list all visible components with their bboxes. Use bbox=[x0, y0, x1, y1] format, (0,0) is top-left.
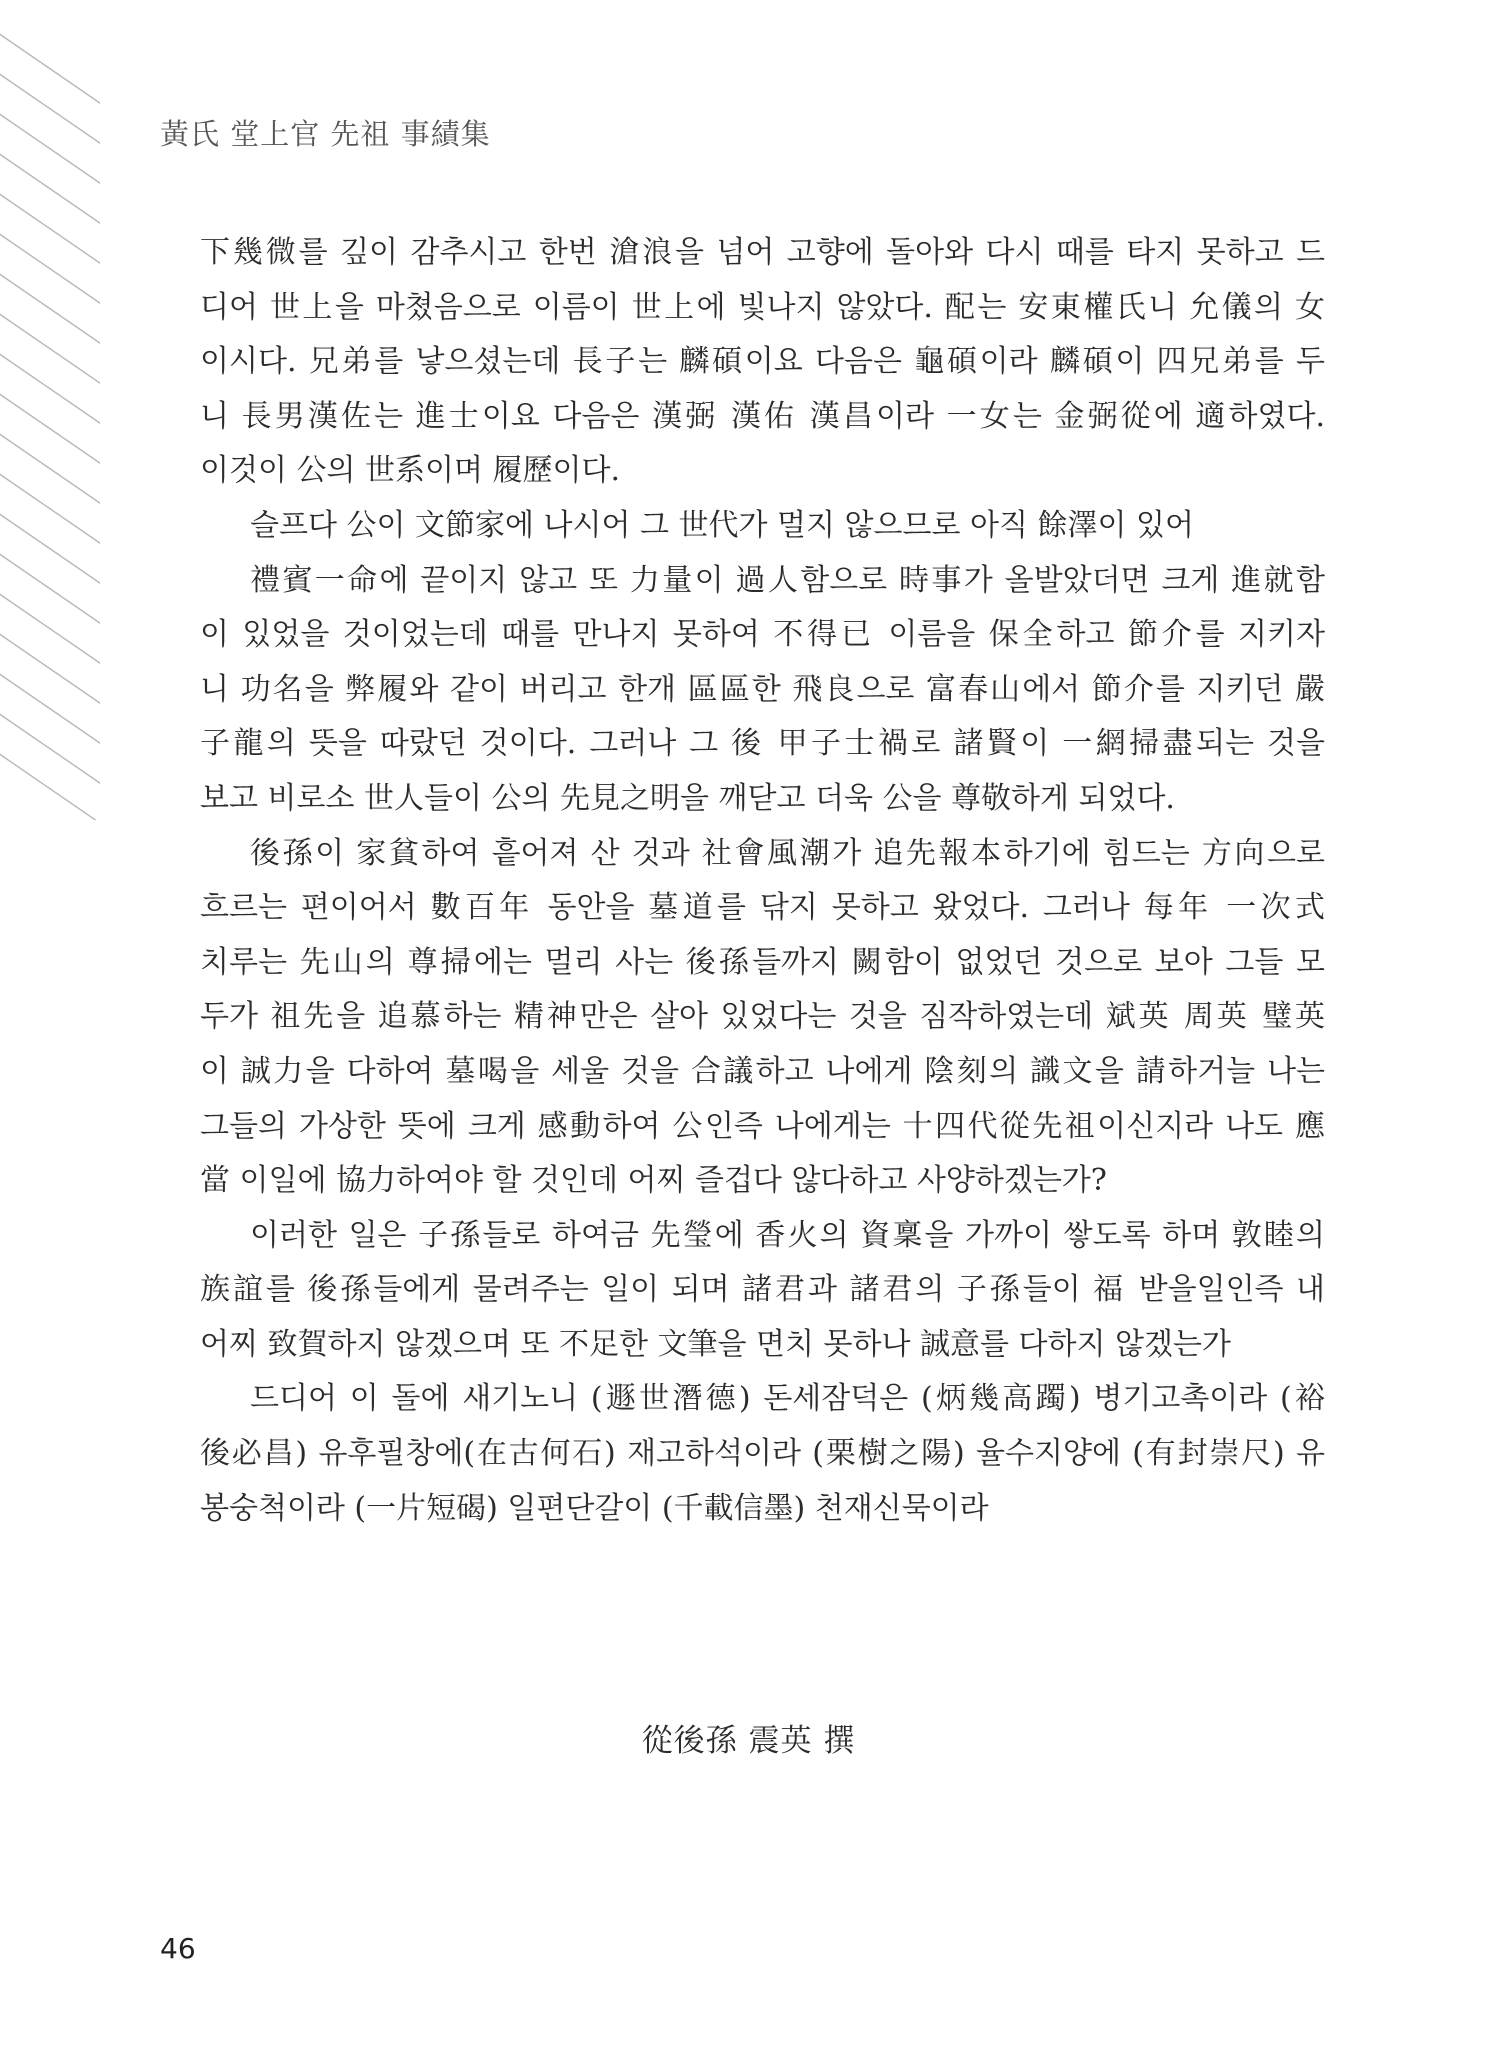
text-line: 흐르는 편이어서 數百年 동안을 墓道를 닦지 못하고 왔었다. 그러나 每年 一次式 bbox=[200, 890, 1325, 926]
text-line: 族誼를 後孫들에게 물려주는 일이 되며 諸君과 諸君의 子孫들이 福 받을일인즉 내 bbox=[200, 1272, 1325, 1308]
text-line: 後孫이 家貧하여 흩어져 산 것과 社會風潮가 追先報本하기에 힘드는 方向으로 bbox=[250, 835, 1325, 871]
text-line: 下幾微를 깊이 감추시고 한번 滄浪을 넘어 고향에 돌아와 다시 때를 타지 못하고 드 bbox=[200, 235, 1325, 270]
text-line: 이것이 公의 世系이며 履歷이다. bbox=[200, 453, 620, 489]
text-line: 디어 世上을 마쳤음으로 이름이 世上에 빛나지 않았다. 配는 安東權氏니 允儀의 女 bbox=[200, 289, 1325, 325]
text-line: 後必昌) 유후필창에(在古何石) 재고하석이라 (栗樹之陽) 율수지양에 (有封崇尺) 유 bbox=[200, 1436, 1325, 1472]
text-line: 니 功名을 弊履와 같이 버리고 한개 區區한 飛良으로 富春山에서 節介를 지키던 嚴 bbox=[200, 671, 1325, 707]
text-line: 이 誠力을 다하여 墓喝을 세울 것을 合議하고 나에게 陰刻의 識文을 請하거늘 나는 bbox=[200, 1053, 1325, 1089]
text-line: 子龍의 뜻을 따랐던 것이다. 그러나 그 後 甲子士禍로 諸賢이 一網掃盡되는 것을 bbox=[200, 726, 1325, 762]
text-line: 이러한 일은 子孫들로 하여금 先瑩에 香火의 資稟을 가까이 쌓도록 하며 敦睦의 bbox=[250, 1217, 1325, 1253]
text-line: 보고 비로소 世人들이 公의 先見之明을 깨닫고 더욱 公을 尊敬하게 되었다. bbox=[200, 780, 1175, 816]
text-line: 當 이일에 協力하여야 할 것인데 어찌 즐겁다 않다하고 사양하겠는가? bbox=[200, 1163, 1107, 1199]
running-header: 黃氏 堂上官 先祖 事績集 bbox=[160, 117, 491, 151]
text-line: 슬프다 公이 文節家에 나시어 그 世代가 멀지 않으므로 아직 餘澤이 있어 bbox=[250, 507, 1194, 543]
decorative-stripes bbox=[0, 0, 100, 820]
text-line: 니 長男漢佐는 進士이요 다음은 漢弼 漢佑 漢昌이라 一女는 金弼從에 適하였다. bbox=[200, 398, 1325, 434]
text-line: 치루는 先山의 尊掃에는 멀리 사는 後孫들까지 闕함이 없었던 것으로 보아 그들 모 bbox=[200, 944, 1325, 980]
text-line: 禮賓一命에 끝이지 않고 또 力量이 過人함으로 時事가 올발았더면 크게 進就함 bbox=[250, 562, 1325, 598]
text-line: 이시다. 兄弟를 낳으셨는데 長子는 麟碩이요 다음은 龜碩이라 麟碩이 四兄弟를 두 bbox=[200, 344, 1325, 380]
text-line: 그들의 가상한 뜻에 크게 感動하여 公인즉 나에게는 十四代從先祖이신지라 나도 應 bbox=[200, 1108, 1325, 1144]
author-signature: 從後孫 震英 撰 bbox=[641, 1723, 856, 1759]
text-line: 어찌 致賀하지 않겠으며 또 不足한 文筆을 면치 못하나 誠意를 다하지 않겠는가 bbox=[200, 1326, 1231, 1362]
text-line: 봉숭척이라 (一片短碣) 일편단갈이 (千載信墨) 천재신묵이라 bbox=[200, 1490, 989, 1526]
text-line: 드디어 이 돌에 새기노니 (遯世潛德) 돈세잠덕은 (炳幾高躅) 병기고촉이라 (裕 bbox=[250, 1381, 1325, 1417]
body-text bbox=[200, 226, 1325, 1536]
text-line: 두가 祖先을 追慕하는 精神만은 살아 있었다는 것을 짐작하였는데 斌英 周英 璧英 bbox=[200, 999, 1325, 1035]
text-line: 이 있었을 것이었는데 때를 만나지 못하여 不得已 이름을 保全하고 節介를 지키자 bbox=[200, 617, 1325, 653]
page-number: 46 bbox=[160, 1932, 196, 1965]
